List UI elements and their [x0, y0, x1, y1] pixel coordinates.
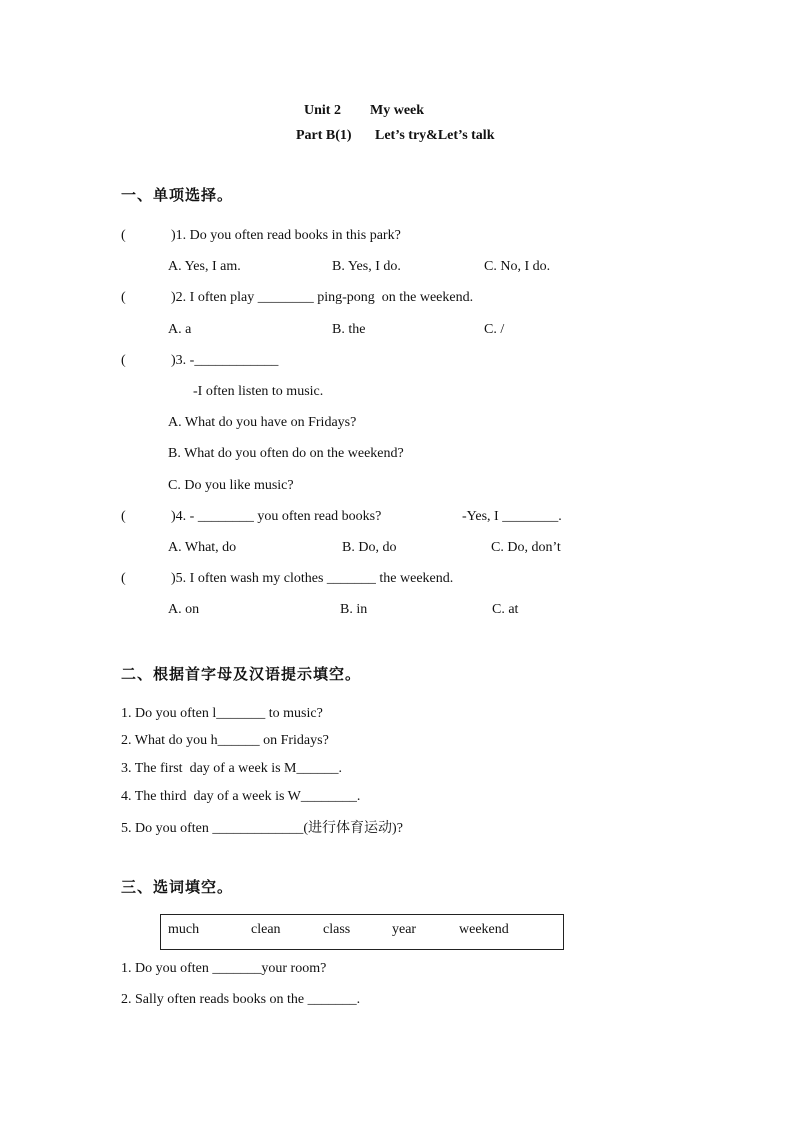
option-c: C. at — [492, 602, 519, 617]
option-c: C. Do, don’t — [491, 540, 561, 555]
fill-item: 1. Do you often _______your room? — [121, 961, 327, 976]
option-c: C. / — [484, 322, 505, 337]
option-c: C. Do you like music? — [168, 478, 294, 493]
option-b: B. What do you often do on the weekend? — [168, 446, 404, 461]
word-bank-word: year — [392, 922, 417, 937]
option-a: A. on — [168, 602, 200, 617]
question-stem: )5. I often wash my clothes _______ the weekend. — [171, 571, 454, 586]
unit-label: Unit 2 — [304, 103, 341, 118]
fill-item: 2. Sally often reads books on the _______. — [121, 992, 361, 1007]
fill-item: 4. The third day of a week is W________. — [121, 789, 361, 804]
fill-item: 3. The first day of a week is M______. — [121, 761, 342, 776]
option-b: B. Yes, I do. — [332, 259, 401, 274]
option-c: C. No, I do. — [484, 259, 551, 274]
question-reply: -I often listen to music. — [193, 384, 324, 399]
fill-item: 1. Do you often l_______ to music? — [121, 706, 323, 721]
word-bank-word: class — [323, 922, 351, 937]
option-a: A. a — [168, 322, 192, 337]
answer-paren: ( — [121, 571, 126, 586]
answer-paren: ( — [121, 228, 126, 243]
section2-heading: 二、根据首字母及汉语提示填空。 — [121, 665, 362, 683]
option-a: A. What, do — [168, 540, 237, 555]
option-a: A. What do you have on Fridays? — [168, 415, 357, 430]
unit-title: My week — [370, 103, 425, 118]
section3-heading: 三、选词填空。 — [121, 878, 234, 896]
question-stem: )2. I often play ________ ping-pong on the weekend. — [171, 290, 474, 305]
part-label: Part B(1) — [296, 128, 352, 143]
fill-item: 5. Do you often _____________(进行体育运动)? — [121, 821, 403, 836]
option-b: B. Do, do — [342, 540, 397, 555]
word-bank-box — [160, 914, 564, 950]
question-stem: )4. - ________ you often read books? — [171, 509, 382, 524]
part-title: Let’s try&Let’s talk — [375, 128, 495, 143]
word-bank-word: weekend — [459, 922, 509, 937]
answer-paren: ( — [121, 509, 126, 524]
question-reply: -Yes, I ________. — [462, 509, 562, 524]
option-b: B. in — [340, 602, 368, 617]
question-stem: )1. Do you often read books in this park? — [171, 228, 401, 243]
option-a: A. Yes, I am. — [168, 259, 241, 274]
word-bank-word: much — [168, 922, 200, 937]
word-bank-word: clean — [251, 922, 281, 937]
answer-paren: ( — [121, 353, 126, 368]
answer-paren: ( — [121, 290, 126, 305]
section1-heading: 一、单项选择。 — [121, 186, 234, 204]
question-stem: )3. -____________ — [171, 353, 279, 368]
fill-item: 2. What do you h______ on Fridays? — [121, 733, 329, 748]
option-b: B. the — [332, 322, 366, 337]
